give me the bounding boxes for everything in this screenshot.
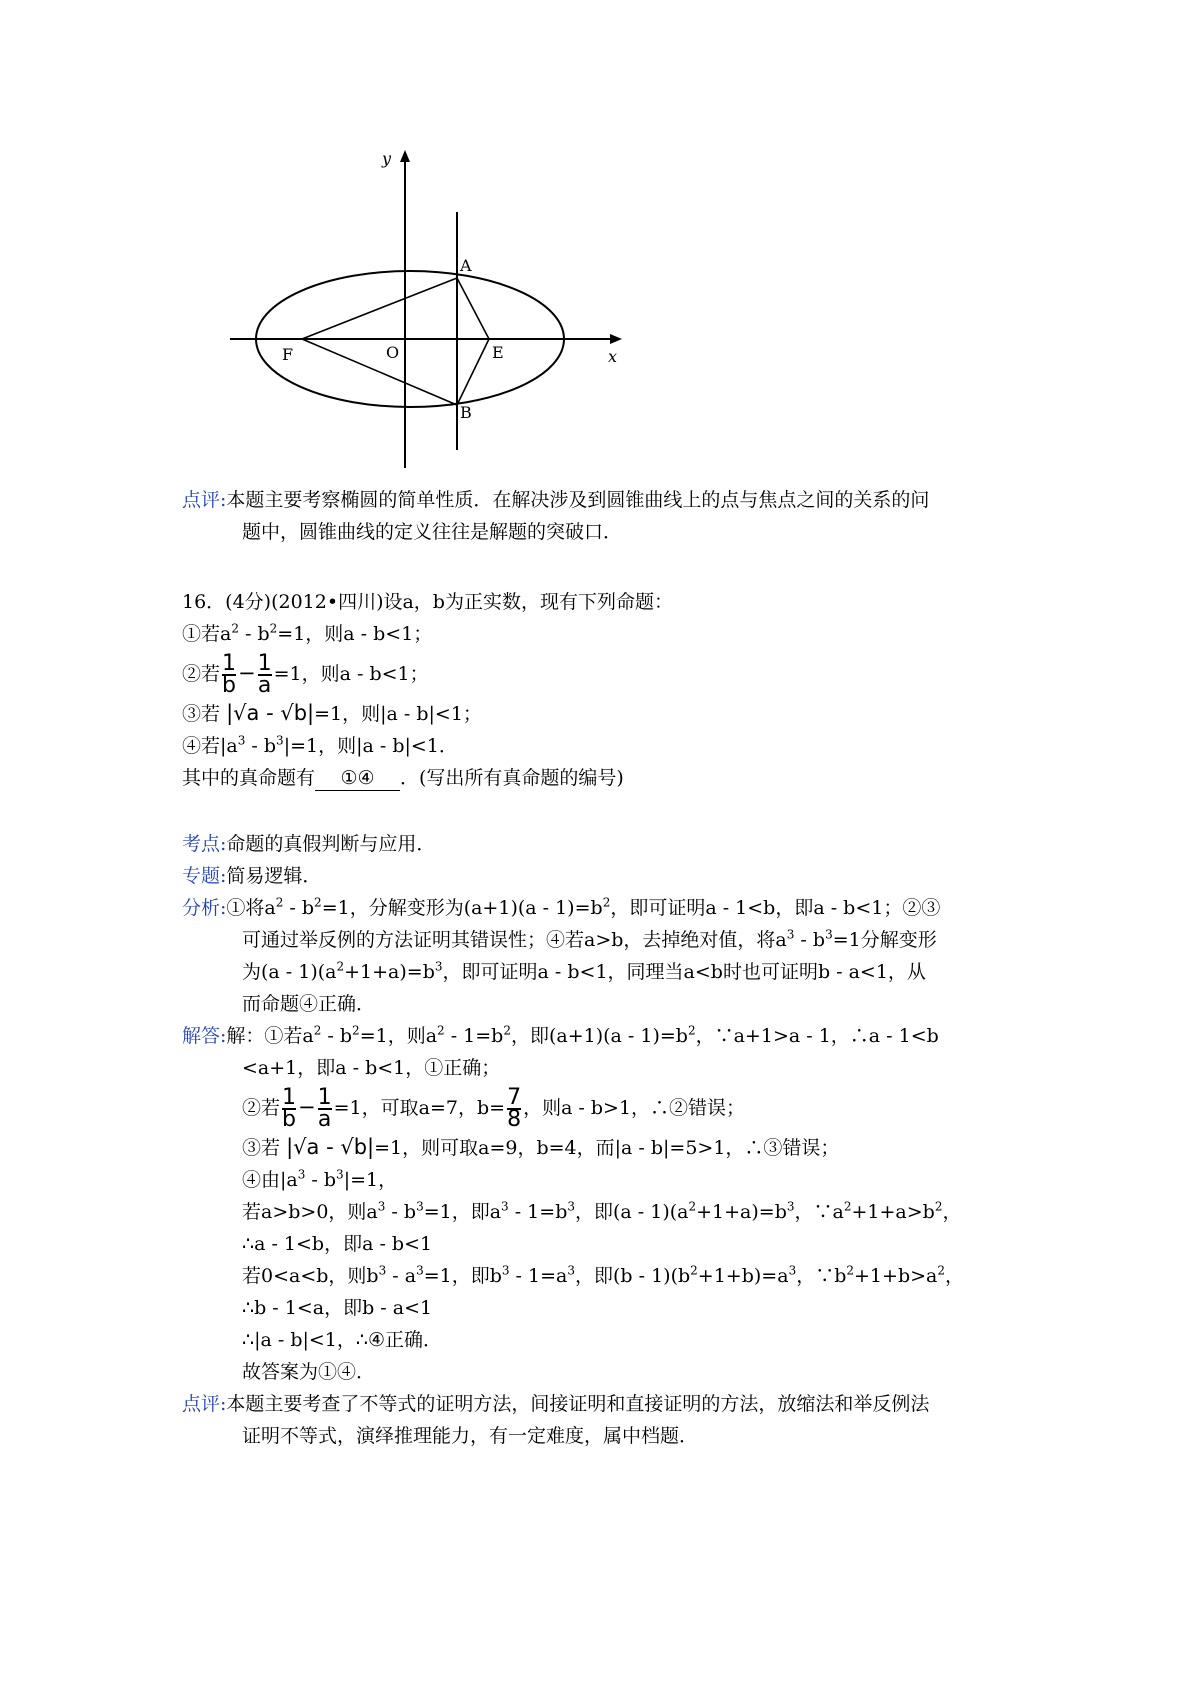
review-text-2: 题中，圆锥曲线的定义往往是解题的突破口． [242,521,623,543]
jieda-line-7: ∴a - 1<b，即a - b<1 [242,1233,433,1255]
sqrt-difference: |√a - √b| [226,701,315,725]
proposition-1: ①若$a^2 - b^2=1$，则a - b<1； [182,621,433,645]
fenxi-line-2: 可通过举反例的方法证明其错误性；④若a>b，去掉绝对值，将$a^3 - b^3=1$分解变形 [242,927,937,951]
y-axis-arrow [400,150,410,162]
solution-section [182,828,1022,1452]
review-text-1: 本题主要考察椭圆的简单性质．在解决涉及到圆锥曲线上的点与焦点之间的关系的问 [226,489,930,511]
fenxi-line-1: 分析:①将$a^2 - b^2=1$，分解变形为$(a+1)(a - 1)=b^2$，即可证明a - 1<b，即a - b<1；②③ [182,895,941,919]
jieda-line-11: 故答案为①④． [242,1361,376,1383]
zhuanti: 专题:简易逻辑． [182,865,322,887]
fenxi-line-3: 为$(a - 1)(a^2+1+a)=b^3$，即可证明a - b<1，同理当a<b时也可证明b - a<1，从 [242,959,926,983]
question-line: 其中的真命题有 ①④ ．(写出所有真命题的编号) [182,767,624,789]
jieda-line-1: 解答:解：①若$a^2 - b^2=1$，则$a^2 - 1=b^2$，即$(a+1)(a - 1)=b^2$，∵a+1>a - 1，∴a - 1<b [182,1023,939,1047]
jieda-line-6: 若a>b>0，则$a^3 - b^3=1$，即$a^3 - 1=b^3$，即$(a - 1)(a^2+1+a)=b^3$，$\because a^2+1+a>b^2$， [242,1199,962,1223]
segment-BE [457,339,489,405]
jieda-line-9: ∴b - 1<a，即b - a<1 [242,1297,433,1319]
review-1 [182,484,1022,548]
point-A-label: A [460,256,472,275]
review-2-line-1: 点评:本题主要考查了不等式的证明方法，间接证明和直接证明的方法，放缩法和举反例法 [182,1393,930,1415]
problem-header: 16．(4分)(2012•四川)设a，b为正实数，现有下列命题： [182,591,673,613]
review-tag: 点评: [182,489,227,511]
answer-blank: ①④ [315,766,400,791]
proposition-3: ③若 |√a - √b|=1，则|a - b|<1； [182,701,482,725]
segment-AE [457,278,489,339]
point-F-label: F [282,345,294,364]
proposition-4: ④若$|a^3 - b^3|=1$，则|a - b|<1． [182,733,458,757]
segment-FA [302,278,457,339]
jieda-line-8: 若0<a<b，则$b^3 - a^3=1$，即$b^3 - 1=a^3$，即$(b - 1)(b^2+1+b)=a^3$，$\because b^2+1+b>a^2$， [242,1263,965,1287]
fraction-1-over-a: $\frac{1}{a}$ [257,651,272,698]
x-axis-label: x [608,347,618,366]
kaodian: 考点:命题的真假判断与应用． [182,833,436,855]
proposition-2: ②若 $\frac{1}{b}$ − $\frac{1}{a}$ =1，则a - b<1； [182,651,429,698]
y-axis-label: y [382,150,392,168]
point-E-label: E [492,343,504,362]
jieda-line-10: ∴|a - b|<1，∴④正确． [242,1329,443,1351]
jieda-line-5: ④由$|a^3 - b^3|=1$， [242,1167,398,1191]
jieda-line-3: ②若 $\frac{1}{b}$ − $\frac{1}{a}$ =1，可取a=7，b= $\frac{7}{8}$ ，则a - b>1，∴②错误； [242,1085,746,1132]
fraction-1-over-b: $\frac{1}{b}$ [222,651,237,698]
review-2-line-2: 证明不等式，演绎推理能力，有一定难度，属中档题． [242,1425,699,1447]
problem-16 [182,586,1022,794]
origin-O-label: O [386,343,400,362]
point-B-label: B [460,403,472,422]
x-axis-arrow [610,334,622,344]
jieda-line-4: ③若 |√a - √b|=1，则可取a=9，b=4，而|a - b|=5>1，∴③错误； [242,1135,840,1159]
fraction-7-over-8: $\frac{7}{8}$ [507,1085,522,1132]
jieda-line-2: <a+1，即a - b<1，①正确； [242,1057,501,1079]
fenxi-line-4: 而命题④正确． [242,993,376,1015]
ellipse-figure [230,150,650,480]
